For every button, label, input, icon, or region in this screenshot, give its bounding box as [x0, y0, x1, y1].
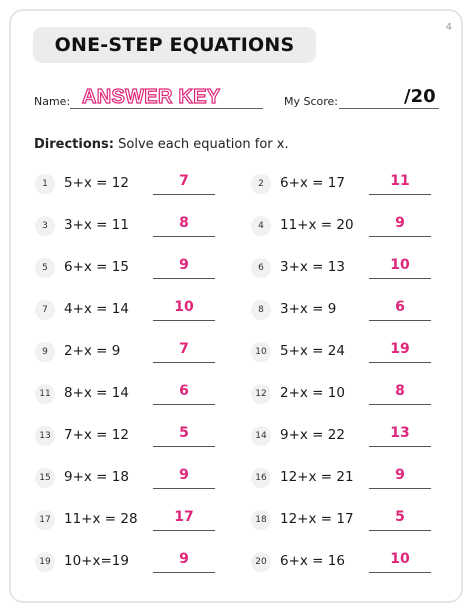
- title-banner: [33, 27, 316, 63]
- page-number: 4: [445, 22, 452, 33]
- name-label: Name:: [34, 95, 71, 108]
- problem-9: [35, 341, 225, 363]
- problem-11: [35, 383, 225, 405]
- equation-text: 9+x = 18: [64, 469, 129, 485]
- answer-underline: [369, 320, 431, 321]
- answer-field[interactable]: 6: [179, 383, 189, 399]
- problem-number: 15: [35, 468, 55, 488]
- answer-underline: [369, 572, 431, 573]
- problem-19: [35, 551, 225, 573]
- equation-text: 11+x = 28: [64, 511, 138, 527]
- equation-text: 7+x = 12: [64, 427, 129, 443]
- answer-field[interactable]: 13: [390, 425, 410, 441]
- problem-8: [251, 299, 441, 321]
- directions: [34, 137, 289, 152]
- answer-underline: [153, 194, 215, 195]
- problem-number: 2: [251, 174, 271, 194]
- problem-number: 3: [35, 216, 55, 236]
- problem-number: 13: [35, 426, 55, 446]
- problem-number: 9: [35, 342, 55, 362]
- equation-text: 6+x = 17: [280, 175, 345, 191]
- answer-underline: [153, 572, 215, 573]
- problem-number: 17: [35, 510, 55, 530]
- answer-field[interactable]: 10: [390, 257, 410, 273]
- answer-field[interactable]: 5: [179, 425, 189, 441]
- problem-number: 7: [35, 300, 55, 320]
- equation-text: 5+x = 12: [64, 175, 129, 191]
- problem-14: [251, 425, 441, 447]
- answer-underline: [153, 488, 215, 489]
- problem-15: [35, 467, 225, 489]
- answer-field[interactable]: 8: [395, 383, 405, 399]
- answer-underline: [153, 236, 215, 237]
- problem-16: [251, 467, 441, 489]
- problem-number: 16: [251, 468, 271, 488]
- answer-field[interactable]: 10: [174, 299, 194, 315]
- answer-field[interactable]: 19: [390, 341, 410, 357]
- answer-underline: [153, 320, 215, 321]
- answer-underline: [369, 236, 431, 237]
- problem-number: 8: [251, 300, 271, 320]
- answer-underline: [369, 488, 431, 489]
- answer-field[interactable]: 17: [174, 509, 194, 525]
- problem-number: 12: [251, 384, 271, 404]
- problem-10: [251, 341, 441, 363]
- problem-number: 14: [251, 426, 271, 446]
- score-underline: [339, 108, 439, 109]
- problem-1: [35, 173, 225, 195]
- answer-field[interactable]: 9: [179, 257, 189, 273]
- problem-number: 11: [35, 384, 55, 404]
- problem-3: [35, 215, 225, 237]
- answer-underline: [369, 530, 431, 531]
- answer-underline: [153, 404, 215, 405]
- equation-text: 2+x = 9: [64, 343, 121, 359]
- answer-field[interactable]: 7: [179, 173, 189, 189]
- answer-underline: [153, 278, 215, 279]
- equation-text: 2+x = 10: [280, 385, 345, 401]
- problem-number: 10: [251, 342, 271, 362]
- problem-number: 19: [35, 552, 55, 572]
- problem-5: [35, 257, 225, 279]
- problem-20: [251, 551, 441, 573]
- answer-underline: [153, 530, 215, 531]
- equation-text: 9+x = 22: [280, 427, 345, 443]
- problem-2: [251, 173, 441, 195]
- answer-underline: [369, 278, 431, 279]
- score-total[interactable]: /20: [404, 86, 436, 107]
- answer-field[interactable]: 8: [179, 215, 189, 231]
- answer-underline: [369, 362, 431, 363]
- problem-7: [35, 299, 225, 321]
- equation-text: 5+x = 24: [280, 343, 345, 359]
- problem-number: 18: [251, 510, 271, 530]
- answer-field[interactable]: 11: [390, 173, 410, 189]
- problem-6: [251, 257, 441, 279]
- problem-4: [251, 215, 441, 237]
- directions-text: Solve each equation for x.: [118, 137, 289, 152]
- answer-field[interactable]: 5: [395, 509, 405, 525]
- problem-18: [251, 509, 441, 531]
- problem-number: 20: [251, 552, 271, 572]
- problem-12: [251, 383, 441, 405]
- equation-text: 6+x = 15: [64, 259, 129, 275]
- answer-field[interactable]: 9: [395, 467, 405, 483]
- problem-number: 1: [35, 174, 55, 194]
- page-title: ONE-STEP EQUATIONS: [54, 34, 295, 56]
- answer-underline: [369, 446, 431, 447]
- equation-text: 12+x = 17: [280, 511, 354, 527]
- equation-text: 3+x = 11: [64, 217, 129, 233]
- problem-13: [35, 425, 225, 447]
- answer-field[interactable]: 6: [395, 299, 405, 315]
- score-label: My Score:: [284, 95, 339, 108]
- problem-17: [35, 509, 225, 531]
- problem-number: 5: [35, 258, 55, 278]
- answer-underline: [369, 404, 431, 405]
- equation-text: 8+x = 14: [64, 385, 129, 401]
- problem-number: 4: [251, 216, 271, 236]
- answer-field[interactable]: 7: [179, 341, 189, 357]
- name-value[interactable]: ANSWER KEY: [82, 86, 221, 108]
- equation-text: 6+x = 16: [280, 553, 345, 569]
- equation-text: 12+x = 21: [280, 469, 354, 485]
- answer-field[interactable]: 9: [395, 215, 405, 231]
- answer-field[interactable]: 10: [390, 551, 410, 567]
- equation-text: 3+x = 13: [280, 259, 345, 275]
- equation-text: 4+x = 14: [64, 301, 129, 317]
- equation-text: 10+x=19: [64, 553, 129, 569]
- equation-text: 3+x = 9: [280, 301, 337, 317]
- problem-number: 6: [251, 258, 271, 278]
- answer-underline: [153, 362, 215, 363]
- equation-text: 11+x = 20: [280, 217, 354, 233]
- answer-underline: [369, 194, 431, 195]
- answer-field[interactable]: 9: [179, 551, 189, 567]
- directions-label: Directions:: [34, 137, 114, 152]
- answer-underline: [153, 446, 215, 447]
- answer-field[interactable]: 9: [179, 467, 189, 483]
